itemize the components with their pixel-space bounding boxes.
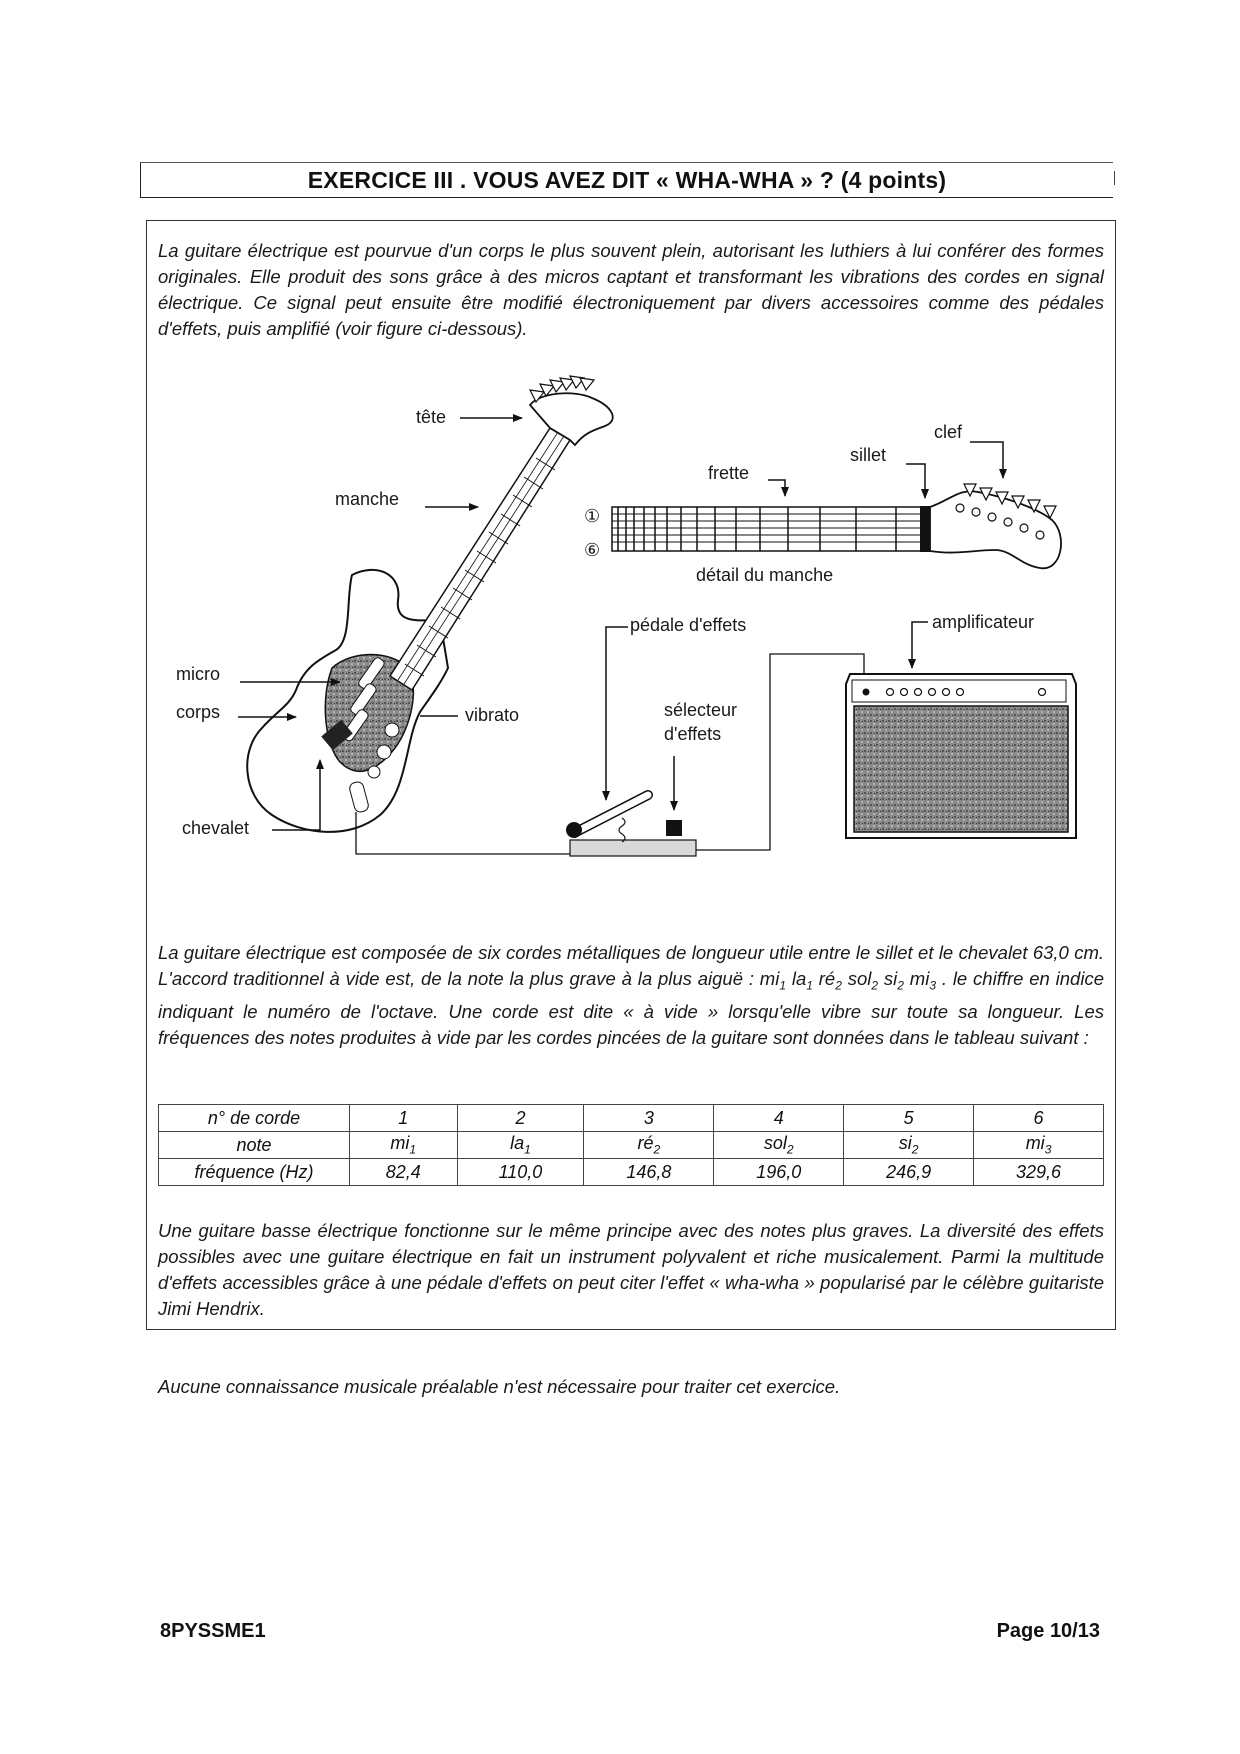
table-cell: 110,0	[457, 1159, 584, 1186]
pedal-base	[570, 840, 696, 856]
label-tete: tête	[416, 407, 447, 427]
label-detail-manche: détail du manche	[696, 565, 834, 585]
label-pedale: pédale d'effets	[630, 615, 747, 635]
description-paragraph: La guitare électrique est composée de six cordes métalliques de longueur utile entre le sillet et le chevalet 63,0 cm. L'accord traditionnel à vide est, de la note la plus grave à la plus aiguë : $mi_1$ $la_1$ $ré_2$ sol$_2$ $si_2$ $mi_3$ . le chiffre en indice indiquant le numéro de l'octave. Une corde est dite « à vide » lorsqu'elle vibre sur toute sa longueur. Les fréquences des notes produites à vide par les cordes pincées de la guitare sont données dans le tableau suivant :	[158, 942, 1104, 1048]
table-row-corde	[159, 1105, 1104, 1132]
table-header-freq: fréquence (Hz)	[159, 1159, 350, 1186]
table-cell: 146,8	[584, 1159, 714, 1186]
table-cell: $mi_3$	[974, 1132, 1104, 1159]
exercise-title: EXERCICE III . VOUS AVEZ DIT « WHA-WHA » ? (4 points)	[307, 167, 947, 193]
table-cell: $ré_2$	[584, 1132, 714, 1159]
table-cell: 329,6	[974, 1159, 1104, 1186]
frequency-table	[158, 1104, 1104, 1186]
footer-page: Page 10/13	[996, 1620, 1100, 1642]
prerequisite-note: Aucune connaissance musicale préalable n'est nécessaire pour traiter cet exercice.	[158, 1376, 841, 1397]
amp-cable	[696, 654, 864, 850]
table-cell: sol$_2$	[714, 1132, 844, 1159]
table-row-note	[159, 1132, 1104, 1159]
table-cell: $mi_1$	[350, 1132, 458, 1159]
label-sillet: sillet	[850, 445, 887, 465]
intro-paragraph: La guitare électrique est pourvue d'un corps le plus souvent plein, autorisant les luthiers à lui conférer des formes originales. Elle produit des sons grâce à des micros captant et transformant les vibrations des cordes en signal électrique. Ce signal peut ensuite être modifié électroniquement par divers accessoires comme des pédales d'effets, puis amplifié (voir figure ci-dessous).	[158, 240, 1104, 339]
pedal-pivot	[566, 822, 582, 838]
label-vibrato: vibrato	[465, 705, 520, 725]
label-clef: clef	[934, 422, 963, 442]
label-corps: corps	[176, 702, 221, 722]
effect-selector	[666, 820, 682, 836]
table-cell: 2	[457, 1105, 584, 1132]
detail-headstock	[930, 491, 1061, 568]
knob	[385, 723, 399, 737]
table-cell: 6	[974, 1105, 1104, 1132]
label-string-1: ①	[584, 506, 601, 526]
table-row-freq	[159, 1159, 1104, 1186]
headstock	[530, 393, 613, 445]
table-header-note: note	[159, 1132, 350, 1159]
table-cell: 82,4	[350, 1159, 458, 1186]
table-header-corde: n° de corde	[159, 1105, 350, 1132]
label-selecteur-2: d'effets	[664, 724, 722, 744]
detail-nut	[920, 506, 930, 552]
footer-code: 8PYSSME1	[160, 1620, 266, 1642]
label-amplificateur: amplificateur	[932, 612, 1035, 632]
table-cell: $la_1$	[457, 1132, 584, 1159]
knob	[368, 766, 380, 778]
knob	[377, 745, 391, 759]
label-selecteur-1: sélecteur	[664, 700, 738, 720]
table-cell: 5	[844, 1105, 974, 1132]
table-cell: $si_2$	[844, 1132, 974, 1159]
label-micro: micro	[176, 664, 220, 684]
amplifier-grille	[854, 706, 1068, 832]
label-chevalet: chevalet	[182, 818, 250, 838]
table-cell: 246,9	[844, 1159, 974, 1186]
label-string-6: ⑥	[584, 540, 601, 560]
table-cell: 4	[714, 1105, 844, 1132]
table-cell: 3	[584, 1105, 714, 1132]
closing-paragraph: Une guitare basse électrique fonctionne sur le même principe avec des notes plus graves. La diversité des effets possibles avec une guitare électrique en fait un instrument polyvalent et riche musicalement. Parmi la multitude d'effets accessibles grâce à une pédale d'effets on peut citer l'effet « wha-wha » popularisé par le célèbre guitariste Jimi Hendrix.	[158, 1220, 1104, 1319]
label-frette: frette	[708, 463, 750, 483]
label-manche: manche	[335, 489, 400, 509]
guitar-cable	[356, 812, 570, 854]
table-cell: 1	[350, 1105, 458, 1132]
pedal-spring	[619, 818, 625, 842]
table-cell: 196,0	[714, 1159, 844, 1186]
